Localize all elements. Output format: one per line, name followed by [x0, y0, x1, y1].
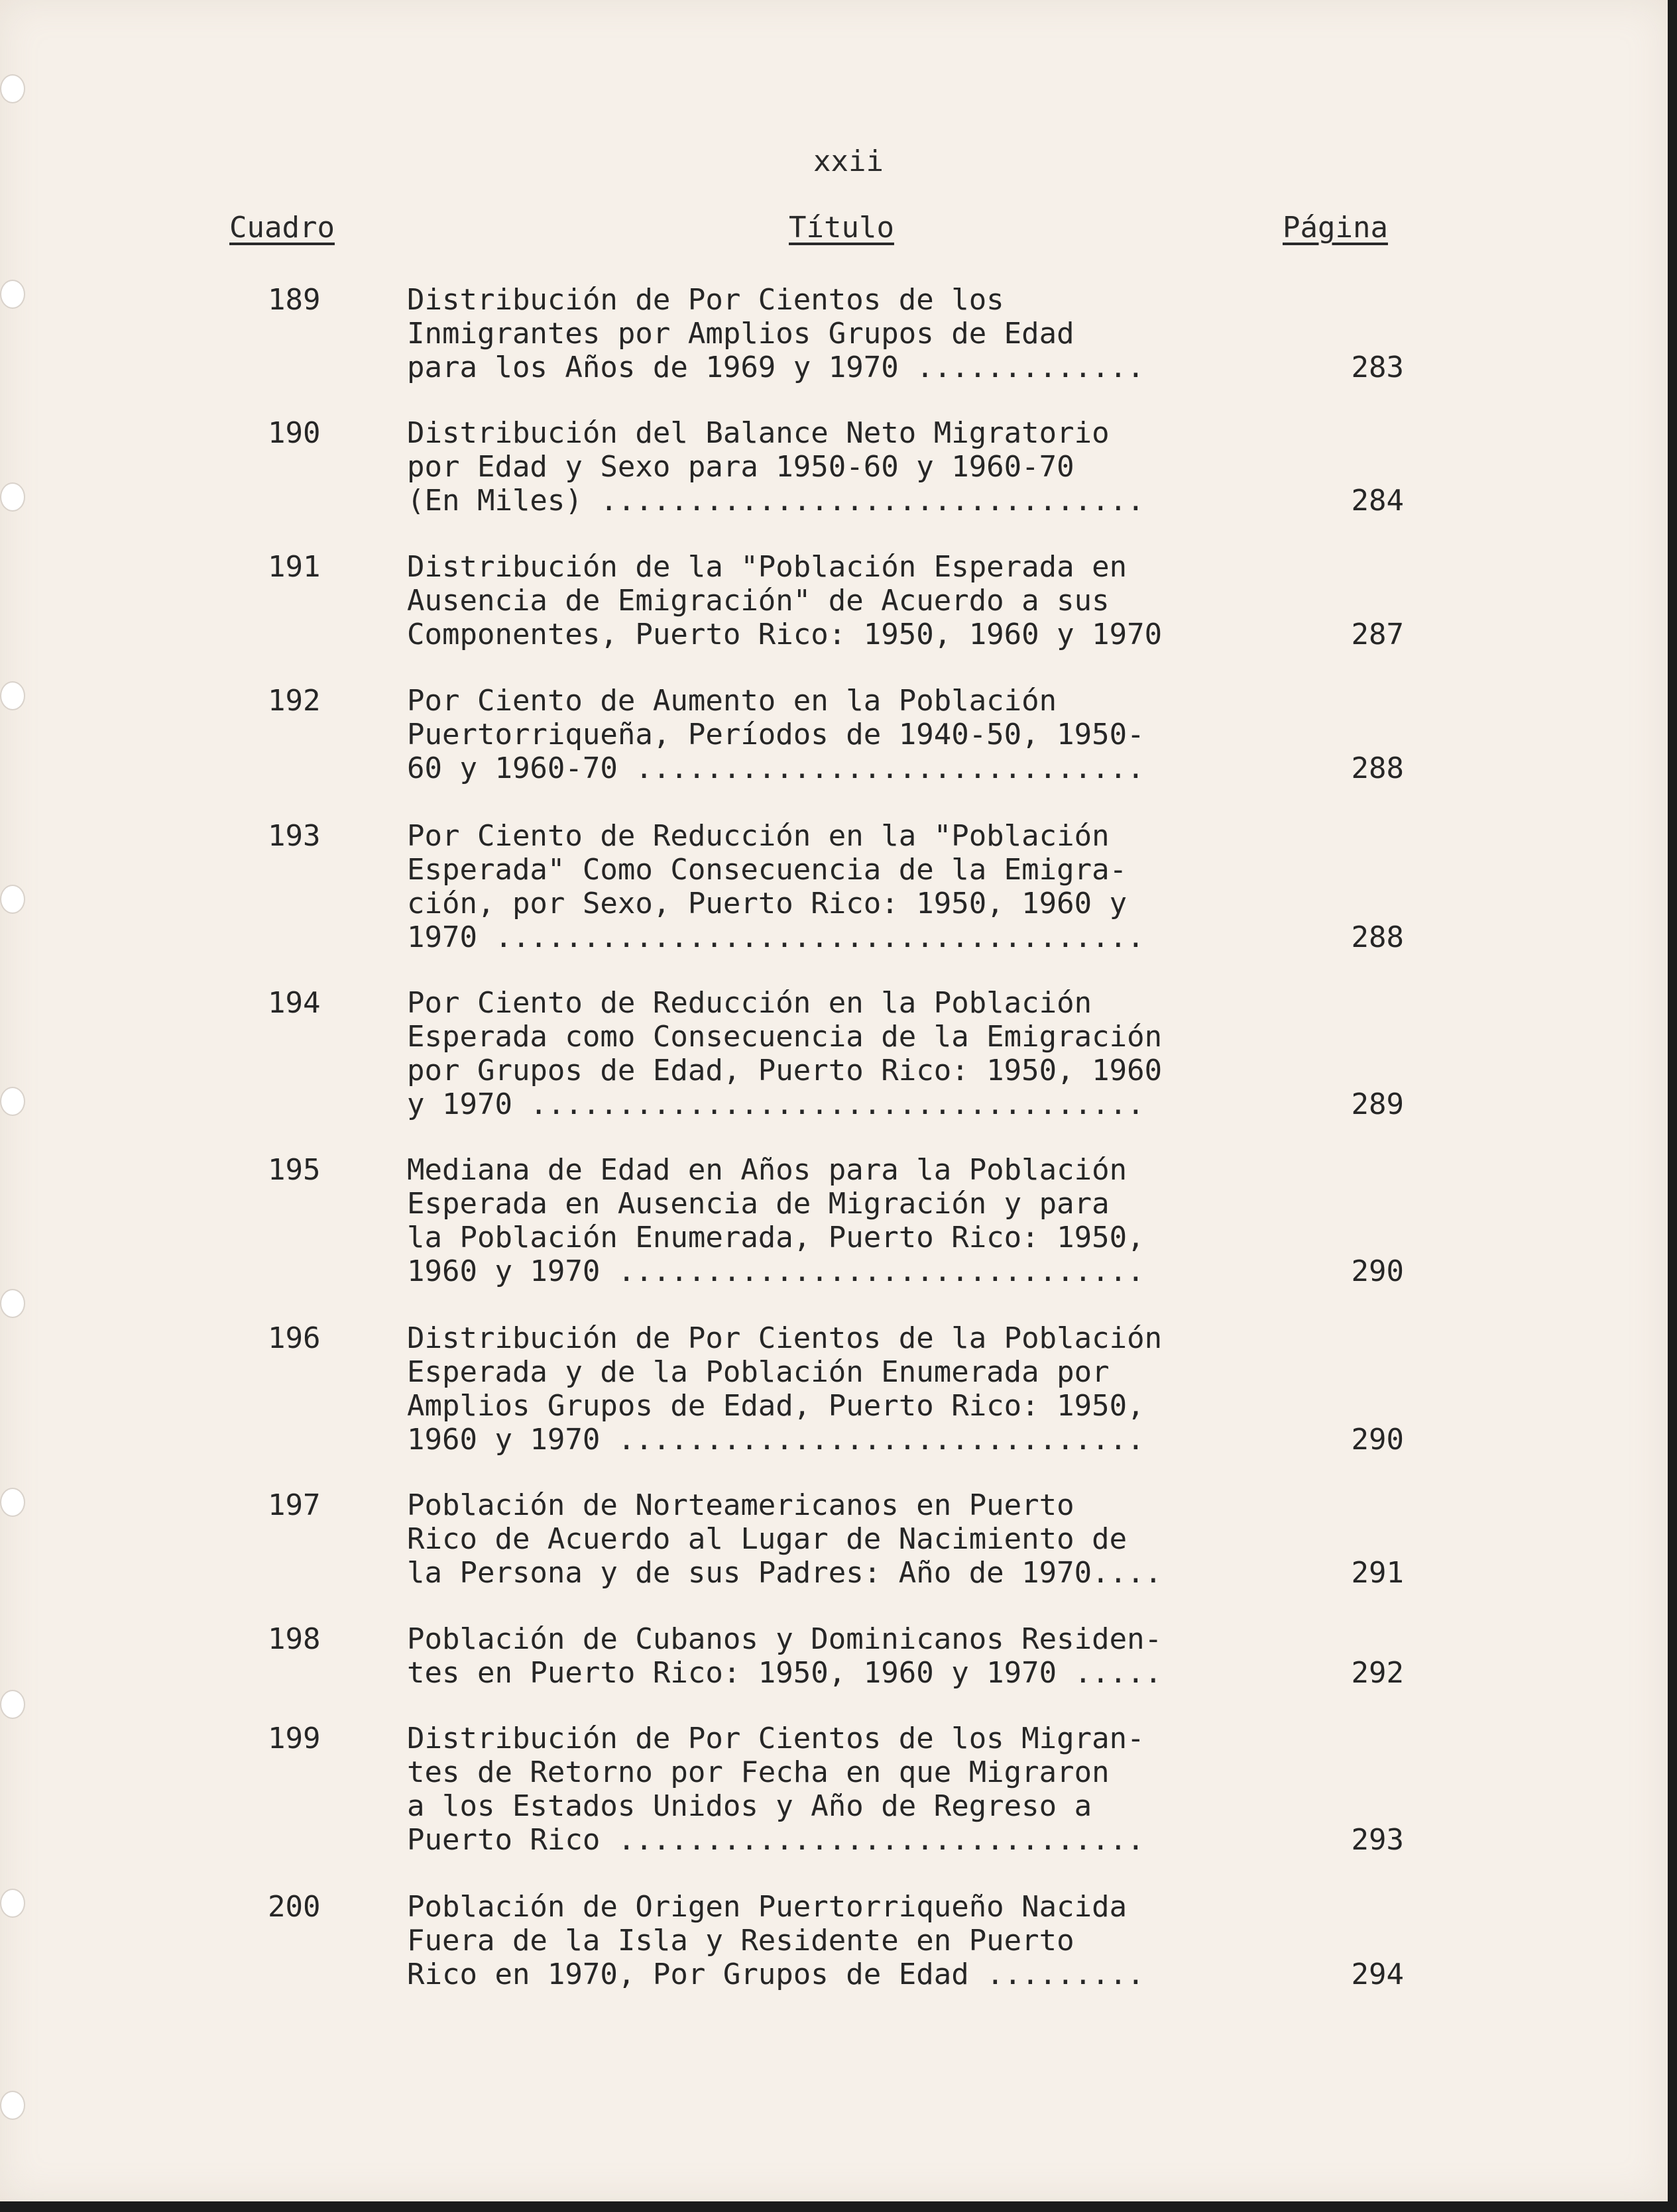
- entry-number: 196: [268, 1321, 321, 1355]
- entry-title-line: Puertorriqueña, Períodos de 1940-50, 1950-: [407, 718, 1145, 751]
- entry-title-line: Esperada en Ausencia de Migración y para: [407, 1187, 1110, 1221]
- entry-title-line: y 1970 ...................................: [407, 1087, 1145, 1121]
- entry-title: [407, 550, 1262, 651]
- binder-hole: [0, 1087, 25, 1116]
- header-pagina: Página: [1283, 211, 1388, 245]
- entry-title: [407, 819, 1262, 954]
- entry-title: [407, 1153, 1262, 1288]
- entry-number: 194: [268, 986, 321, 1020]
- entry-title: [407, 1321, 1262, 1457]
- binder-hole: [0, 482, 25, 512]
- entry-title-line: Esperada y de la Población Enumerada por: [407, 1355, 1110, 1389]
- entry-title-line: Puerto Rico ..............................: [407, 1823, 1145, 1857]
- entry-page: 289: [1351, 1087, 1404, 1121]
- page-number: xxii: [813, 144, 884, 178]
- entry-title-line: Esperada como Consecuencia de la Emigración: [407, 1020, 1163, 1054]
- entry-title-line: Población de Norteamericanos en Puerto: [407, 1488, 1074, 1522]
- entry-number: 197: [268, 1488, 321, 1522]
- entry-title-line: ción, por Sexo, Puerto Rico: 1950, 1960 y: [407, 887, 1128, 920]
- entry-page: 290: [1351, 1254, 1404, 1288]
- binder-hole: [0, 1289, 25, 1318]
- entry-title-line: la Persona y de sus Padres: Año de 1970....: [407, 1556, 1163, 1590]
- entry-page: 284: [1351, 484, 1404, 518]
- entry-title-line: Por Ciento de Aumento en la Población: [407, 684, 1057, 718]
- entry-title-line: Amplios Grupos de Edad, Puerto Rico: 1950,: [407, 1389, 1145, 1423]
- entry-title-line: Rico de Acuerdo al Lugar de Nacimiento de: [407, 1522, 1128, 1556]
- entry-page: 293: [1351, 1823, 1404, 1857]
- entry-title-line: tes de Retorno por Fecha en que Migraron: [407, 1755, 1110, 1789]
- header-cuadro: Cuadro: [229, 211, 335, 245]
- entry-page: 291: [1351, 1556, 1404, 1590]
- entry-page: 294: [1351, 1958, 1404, 1991]
- entry-number: 191: [268, 550, 321, 584]
- entry-page: 283: [1351, 351, 1404, 384]
- entry-title: [407, 283, 1262, 384]
- entry-title-line: Población de Origen Puertorriqueño Nacida: [407, 1890, 1128, 1924]
- entry-page: 287: [1351, 618, 1404, 651]
- entry-title: [407, 1890, 1262, 1991]
- binder-hole: [0, 74, 25, 103]
- entry-number: 199: [268, 1722, 321, 1755]
- entry-title-line: Población de Cubanos y Dominicanos Residen-: [407, 1622, 1163, 1656]
- entry-title-line: tes en Puerto Rico: 1950, 1960 y 1970 .....: [407, 1656, 1163, 1690]
- entry-page: 292: [1351, 1656, 1404, 1690]
- entry-title-line: Inmigrantes por Amplios Grupos de Edad: [407, 317, 1074, 351]
- entry-title-line: Distribución del Balance Neto Migratorio: [407, 416, 1110, 450]
- entry-number: 195: [268, 1153, 321, 1187]
- entry-title-line: Ausencia de Emigración" de Acuerdo a sus: [407, 584, 1110, 618]
- entry-title: [407, 1622, 1262, 1690]
- entry-title: [407, 684, 1262, 785]
- binder-hole: [0, 1690, 25, 1719]
- entry-title-line: para los Años de 1969 y 1970 .............: [407, 351, 1145, 384]
- entry-title-line: Rico en 1970, Por Grupos de Edad .........: [407, 1958, 1145, 1991]
- entry-title-line: Componentes, Puerto Rico: 1950, 1960 y 1970: [407, 618, 1163, 651]
- entry-title-line: Por Ciento de Reducción en la "Población: [407, 819, 1110, 853]
- header-titulo: Título: [789, 211, 894, 245]
- entry-title-line: 1970 .....................................: [407, 920, 1145, 954]
- entry-title-line: (En Miles) ...............................: [407, 484, 1145, 518]
- entry-number: 192: [268, 684, 321, 718]
- entry-number: 193: [268, 819, 321, 853]
- entry-page: 288: [1351, 920, 1404, 954]
- entry-title-line: la Población Enumerada, Puerto Rico: 1950,: [407, 1221, 1145, 1254]
- entry-title-line: Mediana de Edad en Años para la Población: [407, 1153, 1128, 1187]
- binder-hole: [0, 1488, 25, 1517]
- entry-title: [407, 986, 1262, 1121]
- entry-title-line: Esperada" Como Consecuencia de la Emigra-: [407, 853, 1128, 887]
- entry-title-line: Distribución de Por Cientos de la Población: [407, 1321, 1163, 1355]
- entry-title-line: 1960 y 1970 ..............................: [407, 1254, 1145, 1288]
- entry-title-line: Distribución de la "Población Esperada en: [407, 550, 1128, 584]
- entry-title: [407, 1722, 1262, 1857]
- entry-page: 290: [1351, 1423, 1404, 1457]
- entry-title-line: Fuera de la Isla y Residente en Puerto: [407, 1924, 1074, 1958]
- entry-title-line: a los Estados Unidos y Año de Regreso a: [407, 1789, 1092, 1823]
- entry-number: 198: [268, 1622, 321, 1656]
- entry-title-line: Por Ciento de Reducción en la Población: [407, 986, 1092, 1020]
- binder-hole: [0, 885, 25, 914]
- entry-number: 190: [268, 416, 321, 450]
- entry-title-line: Distribución de Por Cientos de los Migran-: [407, 1722, 1145, 1755]
- binder-hole: [0, 681, 25, 710]
- entry-title-line: Distribución de Por Cientos de los: [407, 283, 1004, 317]
- entry-title-line: 60 y 1960-70 .............................: [407, 751, 1145, 785]
- entry-title-line: por Edad y Sexo para 1950-60 y 1960-70: [407, 450, 1074, 484]
- entry-number: 200: [268, 1890, 321, 1924]
- binder-hole: [0, 1889, 25, 1918]
- entry-title-line: por Grupos de Edad, Puerto Rico: 1950, 1960: [407, 1054, 1163, 1087]
- entry-number: 189: [268, 283, 321, 317]
- entry-page: 288: [1351, 751, 1404, 785]
- entry-title: [407, 416, 1262, 518]
- entry-title-line: 1960 y 1970 ..............................: [407, 1423, 1145, 1457]
- binder-hole: [0, 280, 25, 309]
- entry-title: [407, 1488, 1262, 1590]
- binder-hole: [0, 2091, 25, 2120]
